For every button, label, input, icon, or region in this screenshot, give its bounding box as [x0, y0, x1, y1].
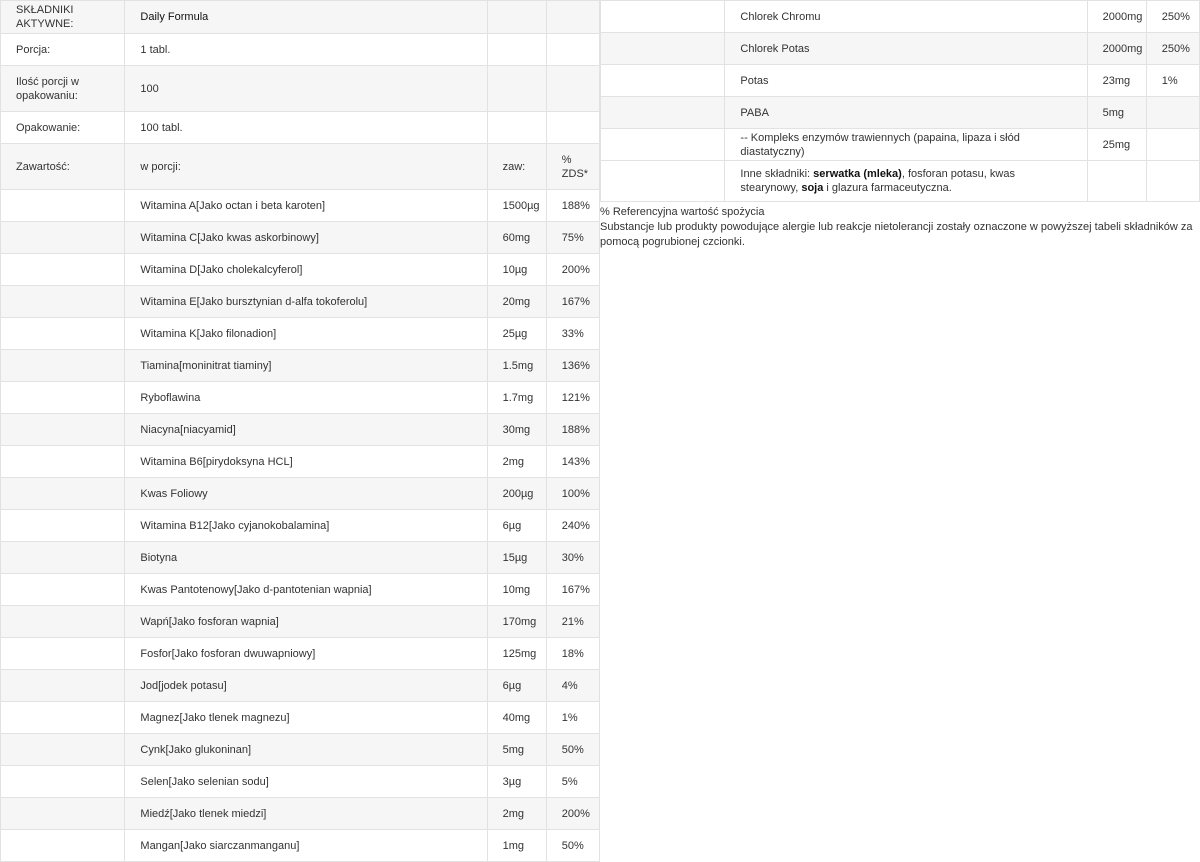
ingredient-name: Fosfor[Jako fosforan dwuwapniowy] — [125, 638, 487, 670]
ingredient-name: Witamina C[Jako kwas askorbinowy] — [125, 222, 487, 254]
active-ingredients-row — [1, 1, 600, 34]
ingredient-empty-cell — [1, 190, 125, 222]
ingredient-row — [1, 734, 600, 766]
active-ingredients-label: SKŁADNIKI AKTYWNE: — [1, 1, 125, 34]
ingredient-amount: 125mg — [487, 638, 546, 670]
ingredient-amount: 6µg — [487, 670, 546, 702]
ingredient-amount: 200µg — [487, 478, 546, 510]
ingredient-row — [1, 382, 600, 414]
ingredient-amount: 20mg — [487, 286, 546, 318]
ingredient-percent: 250% — [1146, 1, 1199, 33]
ingredient-empty-cell — [601, 97, 725, 129]
ingredient-amount: 25mg — [1087, 129, 1146, 161]
ingredient-row — [601, 65, 1200, 97]
ingredient-name: Jod[jodek potasu] — [125, 670, 487, 702]
ingredient-percent: 200% — [546, 254, 599, 286]
ingredient-row — [601, 33, 1200, 65]
ingredient-row — [1, 446, 600, 478]
ingredient-row — [1, 414, 600, 446]
ingredient-empty-cell — [1, 606, 125, 638]
ingredient-percent: 121% — [546, 382, 599, 414]
ingredient-empty-cell — [1, 478, 125, 510]
ingredient-name: Magnez[Jako tlenek magnezu] — [125, 702, 487, 734]
other-ingredients-row — [601, 161, 1200, 202]
ingredient-amount: 15µg — [487, 542, 546, 574]
ingredient-amount: 1.7mg — [487, 382, 546, 414]
ingredient-percent: 5% — [546, 766, 599, 798]
supplement-facts-table-continued — [600, 0, 1200, 202]
ingredient-row — [1, 542, 600, 574]
ingredient-percent: 100% — [546, 478, 599, 510]
ingredient-empty-cell — [1, 702, 125, 734]
package-value: 100 tabl. — [125, 112, 487, 144]
ingredient-row — [1, 350, 600, 382]
ingredient-row — [1, 510, 600, 542]
ingredient-amount: 2mg — [487, 798, 546, 830]
ingredient-empty-cell — [601, 1, 725, 33]
ingredient-percent: 240% — [546, 510, 599, 542]
ingredient-name: PABA — [725, 97, 1087, 129]
ingredient-amount: 6µg — [487, 510, 546, 542]
ingredient-name: Miedź[Jako tlenek miedzi] — [125, 798, 487, 830]
ingredient-percent: 167% — [546, 286, 599, 318]
ingredient-percent: 143% — [546, 446, 599, 478]
ingredient-amount: 60mg — [487, 222, 546, 254]
ingredient-amount: 5mg — [487, 734, 546, 766]
ingredient-empty-cell — [1, 318, 125, 350]
other-ingredients-text: Inne składniki: serwatka (mleka), fosforan potasu, kwas stearynowy, soja i glazura farmaceutyczna. — [725, 161, 1087, 202]
ingredient-percent: 1% — [546, 702, 599, 734]
ingredient-row — [1, 830, 600, 862]
ingredient-percent: 21% — [546, 606, 599, 638]
ingredient-empty-cell — [1, 542, 125, 574]
allergen-whey: serwatka (mleka) — [813, 168, 902, 180]
ingredient-percent: 50% — [546, 734, 599, 766]
ingredient-row — [1, 574, 600, 606]
ingredient-empty-cell — [1, 638, 125, 670]
ingredient-percent: 1% — [1146, 65, 1199, 97]
ingredient-row — [1, 766, 600, 798]
ingredient-amount: 170mg — [487, 606, 546, 638]
ingredient-empty-cell — [1, 798, 125, 830]
ingredient-row — [1, 222, 600, 254]
ingredient-amount: 1mg — [487, 830, 546, 862]
portion-value: 1 tabl. — [125, 34, 487, 66]
ingredient-amount: 2mg — [487, 446, 546, 478]
ingredient-name: Kwas Pantotenowy[Jako d-pantotenian wapnia] — [125, 574, 487, 606]
ingredient-percent: 33% — [546, 318, 599, 350]
ingredient-empty-cell — [601, 65, 725, 97]
content-header-row — [1, 144, 600, 190]
portion-label: Porcja: — [1, 34, 125, 66]
ingredient-row — [601, 1, 1200, 33]
ingredient-empty-cell — [1, 414, 125, 446]
ingredient-empty-cell — [1, 222, 125, 254]
ingredient-percent — [1146, 97, 1199, 129]
ingredient-name: Potas — [725, 65, 1087, 97]
ingredient-percent: 18% — [546, 638, 599, 670]
ingredient-empty-cell — [1, 510, 125, 542]
ingredient-name: Mangan[Jako siarczanmanganu] — [125, 830, 487, 862]
ingredient-row — [601, 97, 1200, 129]
product-name: Daily Formula — [125, 1, 487, 34]
ingredient-percent: 188% — [546, 190, 599, 222]
ingredient-name: Witamina D[Jako cholekalcyferol] — [125, 254, 487, 286]
package-row — [1, 112, 600, 144]
ingredient-amount: 40mg — [487, 702, 546, 734]
ingredient-percent — [1146, 129, 1199, 161]
ingredient-name: Witamina B6[pirydoksyna HCL] — [125, 446, 487, 478]
ingredient-amount: 1.5mg — [487, 350, 546, 382]
ingredient-amount: 23mg — [1087, 65, 1146, 97]
ingredient-percent: 167% — [546, 574, 599, 606]
ingredient-empty-cell — [1, 734, 125, 766]
ingredient-name: Witamina E[Jako bursztynian d-alfa tokoferolu] — [125, 286, 487, 318]
ingredient-empty-cell — [1, 286, 125, 318]
ingredient-row — [1, 478, 600, 510]
ingredient-name: Tiamina[moninitrat tiaminy] — [125, 350, 487, 382]
ingredient-row — [1, 286, 600, 318]
ingredient-empty-cell — [1, 350, 125, 382]
ingredient-percent: 30% — [546, 542, 599, 574]
ingredient-percent: 75% — [546, 222, 599, 254]
ingredient-name: Selen[Jako selenian sodu] — [125, 766, 487, 798]
portion-row — [1, 34, 600, 66]
ingredient-empty-cell — [1, 766, 125, 798]
ingredient-amount: 5mg — [1087, 97, 1146, 129]
ingredient-empty-cell — [601, 129, 725, 161]
ingredient-empty-cell — [1, 254, 125, 286]
ingredient-amount: 25µg — [487, 318, 546, 350]
ingredient-amount: 1500µg — [487, 190, 546, 222]
ingredient-empty-cell — [1, 830, 125, 862]
ingredient-row — [1, 638, 600, 670]
ingredient-percent: 4% — [546, 670, 599, 702]
servings-label: Ilość porcji w opakowaniu: — [1, 66, 125, 112]
ingredient-name: Cynk[Jako glukoninan] — [125, 734, 487, 766]
ingredient-percent: 136% — [546, 350, 599, 382]
footnotes — [600, 205, 1196, 250]
ingredient-amount: 10µg — [487, 254, 546, 286]
ingredient-amount: 2000mg — [1087, 1, 1146, 33]
ingredient-row — [1, 798, 600, 830]
ingredient-name: Kwas Foliowy — [125, 478, 487, 510]
ingredient-name: Witamina B12[Jako cyjanokobalamina] — [125, 510, 487, 542]
ingredient-empty-cell — [601, 33, 725, 65]
ingredient-name: Ryboflawina — [125, 382, 487, 414]
allergen-footnote: Substancje lub produkty powodujące alergie lub reakcje nietolerancji zostały oznaczone w powyższej tabeli składników za pomocą pogrubionej czcionki. — [600, 221, 1193, 248]
rws-label: % ZDS* — [546, 144, 599, 190]
contains-label: zaw: — [487, 144, 546, 190]
ingredient-row — [1, 606, 600, 638]
ingredient-percent: 200% — [546, 798, 599, 830]
content-label: Zawartość: — [1, 144, 125, 190]
servings-value: 100 — [125, 66, 487, 112]
ingredient-row — [1, 190, 600, 222]
ingredient-amount: 10mg — [487, 574, 546, 606]
ingredient-name: Chlorek Chromu — [725, 1, 1087, 33]
ingredient-name: Witamina A[Jako octan i beta karoten] — [125, 190, 487, 222]
ingredient-row — [1, 702, 600, 734]
ingredient-row — [601, 129, 1200, 161]
ingredient-amount: 2000mg — [1087, 33, 1146, 65]
ingredient-name: -- Kompleks enzymów trawiennych (papaina, lipaza i słód diastatyczny) — [725, 129, 1087, 161]
ingredient-row — [1, 670, 600, 702]
ingredient-percent: 250% — [1146, 33, 1199, 65]
ingredient-empty-cell — [1, 574, 125, 606]
ingredient-row — [1, 254, 600, 286]
ingredient-name: Biotyna — [125, 542, 487, 574]
rws-footnote: % Referencyjna wartość spożycia — [600, 206, 765, 218]
allergen-soy: soja — [801, 182, 824, 194]
ingredient-row — [1, 318, 600, 350]
ingredient-empty-cell — [1, 670, 125, 702]
per-portion-label: w porcji: — [125, 144, 487, 190]
ingredient-percent: 50% — [546, 830, 599, 862]
ingredient-name: Niacyna[niacyamid] — [125, 414, 487, 446]
ingredient-empty-cell — [1, 446, 125, 478]
ingredient-percent: 188% — [546, 414, 599, 446]
ingredient-name: Chlorek Potas — [725, 33, 1087, 65]
servings-row — [1, 66, 600, 112]
ingredient-amount: 3µg — [487, 766, 546, 798]
ingredient-name: Wapń[Jako fosforan wapnia] — [125, 606, 487, 638]
package-label: Opakowanie: — [1, 112, 125, 144]
ingredient-name: Witamina K[Jako filonadion] — [125, 318, 487, 350]
ingredient-empty-cell — [1, 382, 125, 414]
ingredient-amount: 30mg — [487, 414, 546, 446]
